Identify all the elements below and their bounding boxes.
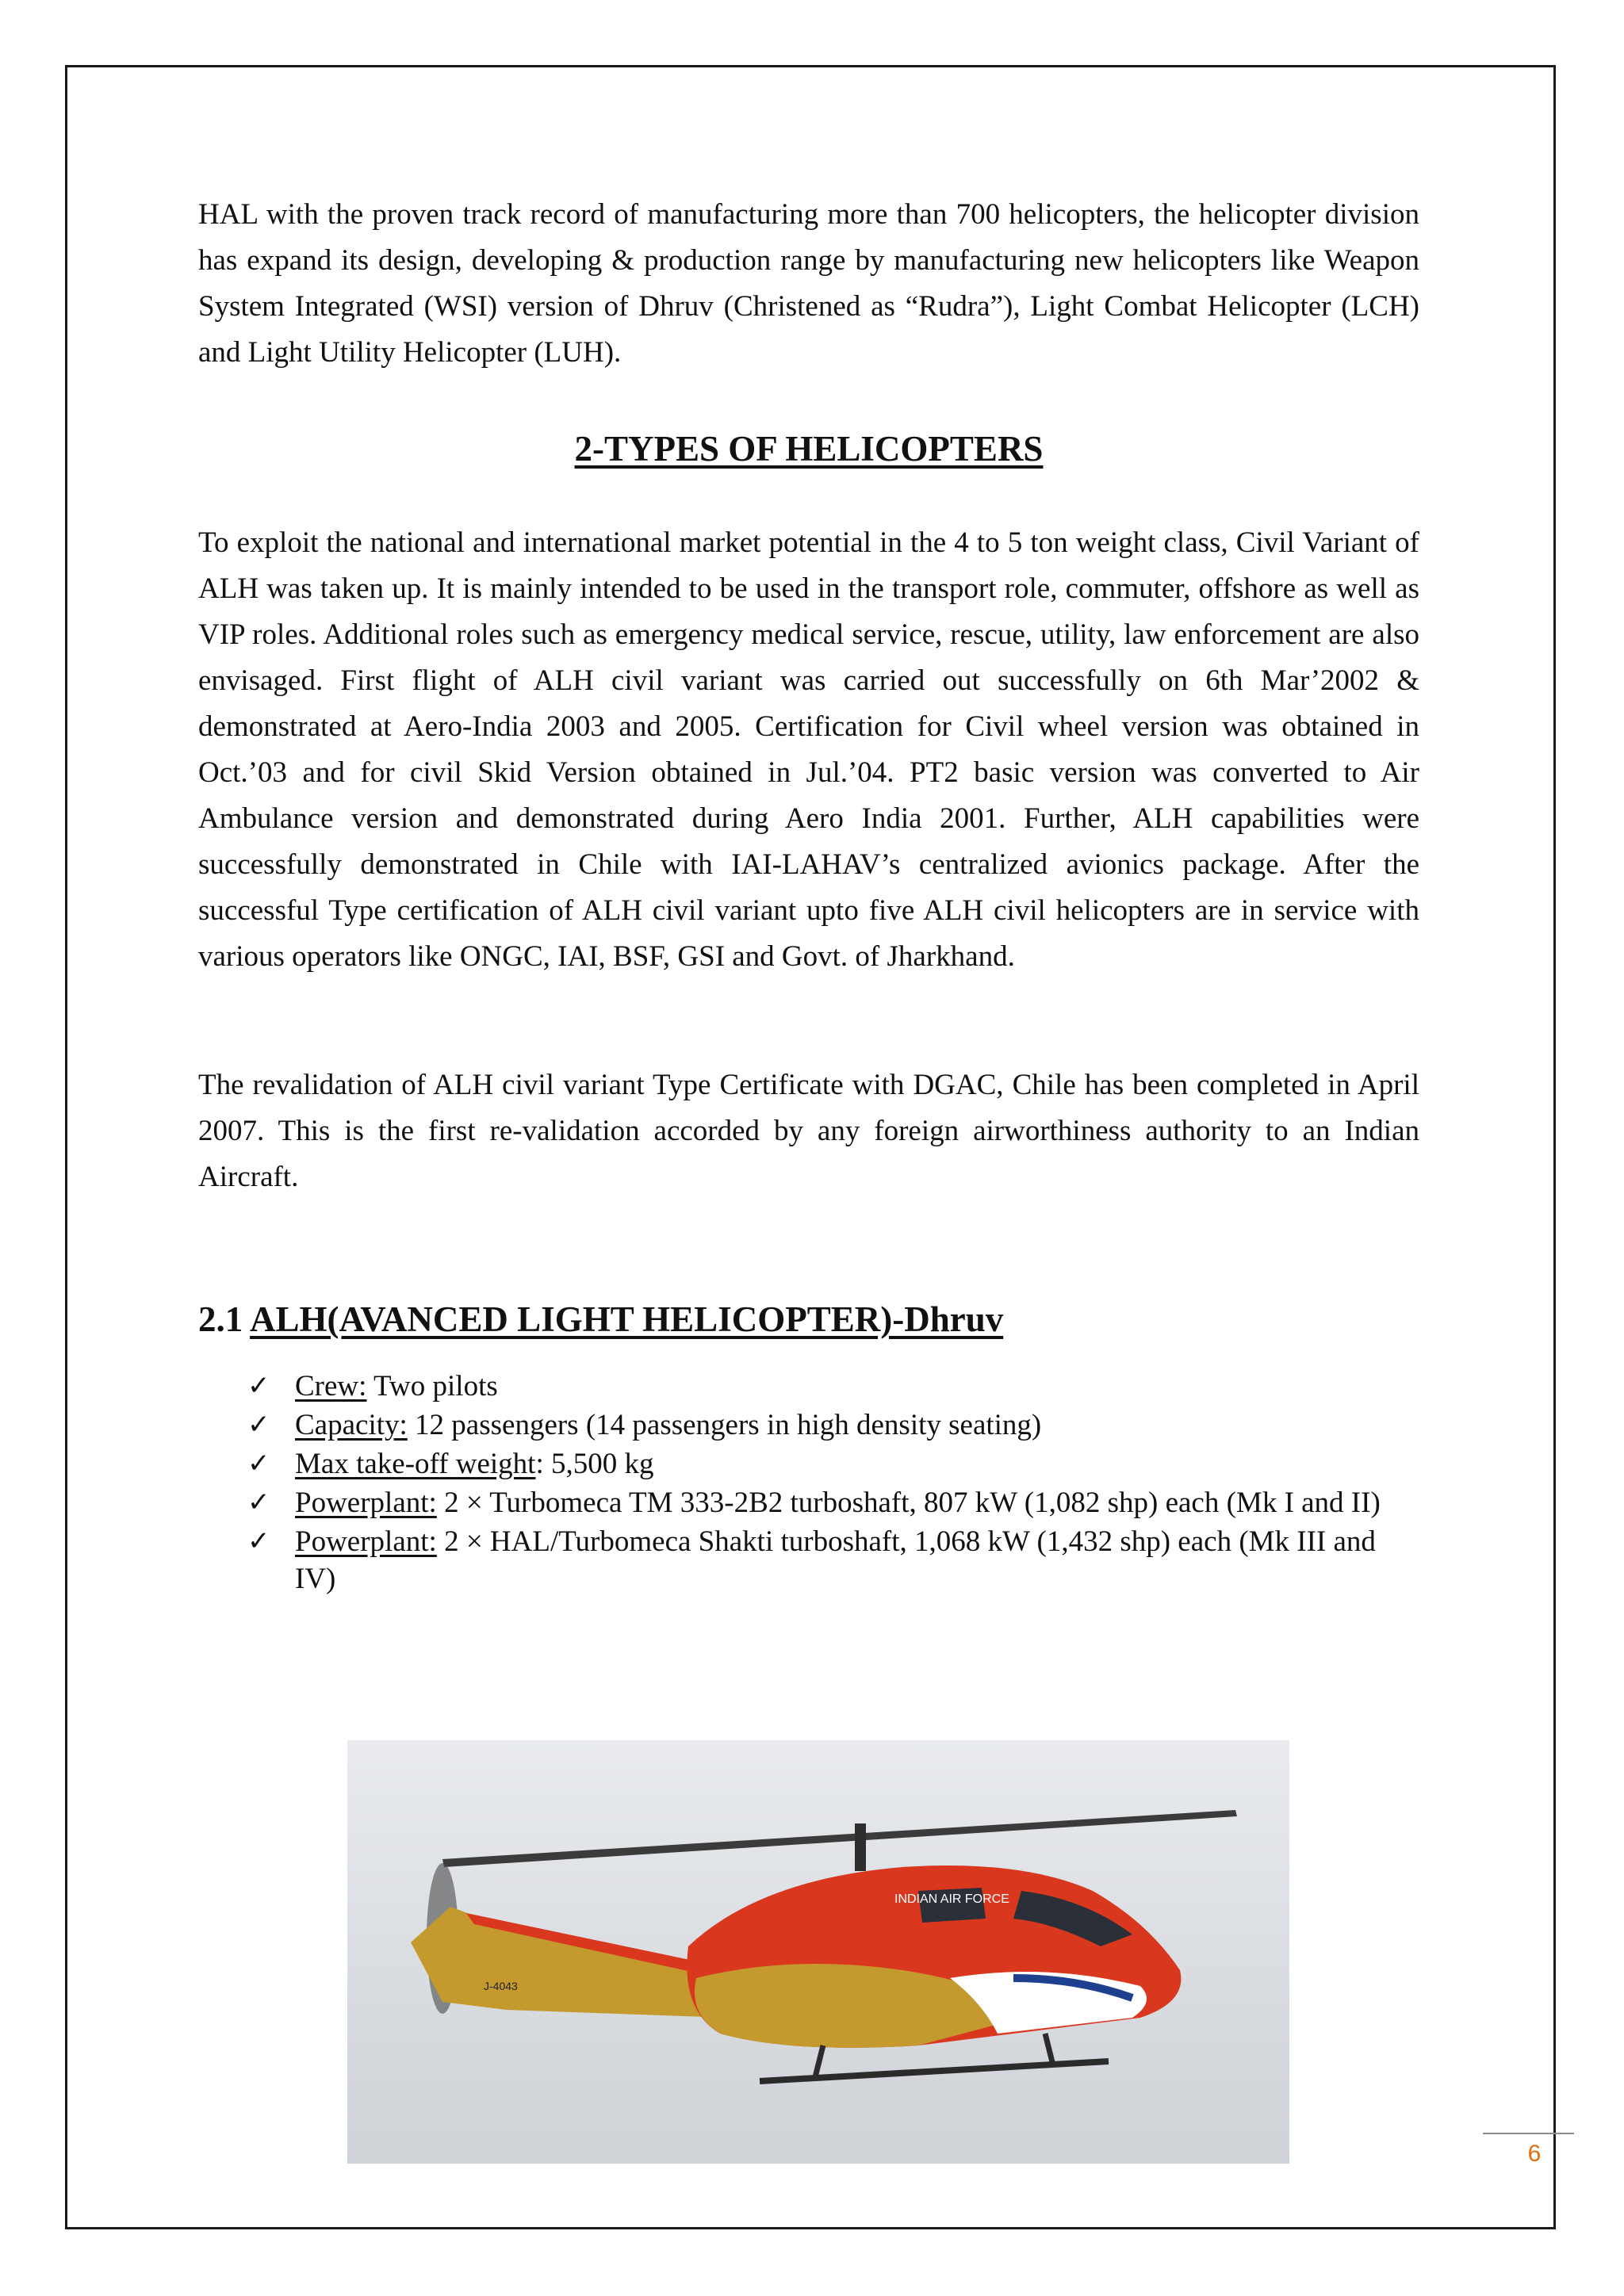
section-heading-text: 2-TYPES OF HELICOPTERS bbox=[574, 429, 1044, 469]
subsection-number: 2.1 bbox=[198, 1299, 243, 1339]
spec-label: Crew: bbox=[295, 1370, 367, 1402]
spec-value: Two pilots bbox=[366, 1370, 498, 1402]
section-heading bbox=[198, 428, 1419, 469]
spec-item-powerplant-mk1-2 bbox=[198, 1484, 1419, 1521]
check-icon: ✓ bbox=[247, 1448, 270, 1479]
skid-icon bbox=[760, 2061, 1109, 2081]
helicopter-illustration bbox=[347, 1740, 1289, 2164]
spec-value: 12 passengers (14 passengers in high density seating) bbox=[407, 1409, 1042, 1441]
spec-label: Powerplant: bbox=[295, 1525, 437, 1558]
spec-value: 2 × Turbomeca TM 333-2B2 turboshaft, 807 kW (1,082 shp) each (Mk I and II) bbox=[436, 1487, 1381, 1519]
main-rotor-icon bbox=[442, 1810, 1237, 1867]
specs-list bbox=[198, 1368, 1419, 1599]
spec-item-powerplant-mk3-4 bbox=[198, 1523, 1419, 1598]
fuselage-label: INDIAN AIR FORCE bbox=[894, 1892, 1009, 1906]
rotor-mast-icon bbox=[855, 1823, 866, 1871]
spec-label: Max take-off weight bbox=[295, 1448, 536, 1480]
spec-item-crew bbox=[198, 1368, 1419, 1405]
spec-label: Powerplant: bbox=[295, 1487, 437, 1519]
spec-value: 2 × HAL/Turbomeca Shakti turboshaft, 1,068 kW (1,432 shp) each (Mk III and IV) bbox=[295, 1525, 1376, 1595]
helicopter-photo bbox=[347, 1740, 1289, 2164]
subsection-title: ALH(AVANCED LIGHT HELICOPTER)-Dhruv bbox=[250, 1299, 1004, 1339]
check-icon: ✓ bbox=[247, 1370, 270, 1402]
civil-variant-paragraph: To exploit the national and international market potential in the 4 to 5 ton weight class, Civil Variant of ALH was taken up. It is mainly intended to be used in the transport role, commuter, offshore as well as VIP roles. Additional roles such as emergency medical service, rescue, utility, law enforcement are also envisaged. First flight of ALH civil variant was carried out successfully on 6th Mar’2002 & demonstrated at Aero-India 2003 and 2005. Certification for Civil wheel version was obtained in Oct.’03 and for civil Skid Version obtained in Jul.’04. PT2 basic version was converted to Air Ambulance version and demonstrated during Aero India 2001. Further, ALH capabilities were successfully demonstrated in Chile with IAI-LAHAV’s centralized avionics package. After the successful Type certification of ALH civil variant upto five ALH civil helicopters are in service with various operators like ONGC, IAI, BSF, GSI and Govt. of Jharkhand. bbox=[198, 526, 1419, 973]
spec-label: Capacity: bbox=[295, 1409, 408, 1441]
spec-item-capacity bbox=[198, 1406, 1419, 1444]
spec-value: : 5,500 kg bbox=[535, 1448, 654, 1480]
check-icon: ✓ bbox=[247, 1409, 270, 1441]
page-number-rule bbox=[1483, 2133, 1574, 2134]
check-icon: ✓ bbox=[247, 1487, 270, 1518]
page-number: 6 bbox=[1527, 2141, 1542, 2167]
subsection-heading bbox=[198, 1299, 1419, 1340]
check-icon: ✓ bbox=[247, 1525, 270, 1557]
tail-code-label: J-4043 bbox=[484, 1980, 518, 1992]
intro-paragraph: HAL with the proven track record of manufacturing more than 700 helicopters, the helicopter division has expand its design, developing & production range by manufacturing new helicopters like Weapon System Integrated (WSI) version of Dhruv (Christened as “Rudra”), Light Combat Helicopter (LCH) and Light Utility Helicopter (LUH). bbox=[198, 198, 1419, 369]
spec-item-max-takeoff-weight bbox=[198, 1445, 1419, 1483]
revalidation-paragraph: The revalidation of ALH civil variant Type Certificate with DGAC, Chile has been completed in April 2007. This is the first re-validation accorded by any foreign airworthiness authority to an Indian Aircraft. bbox=[198, 1069, 1419, 1193]
